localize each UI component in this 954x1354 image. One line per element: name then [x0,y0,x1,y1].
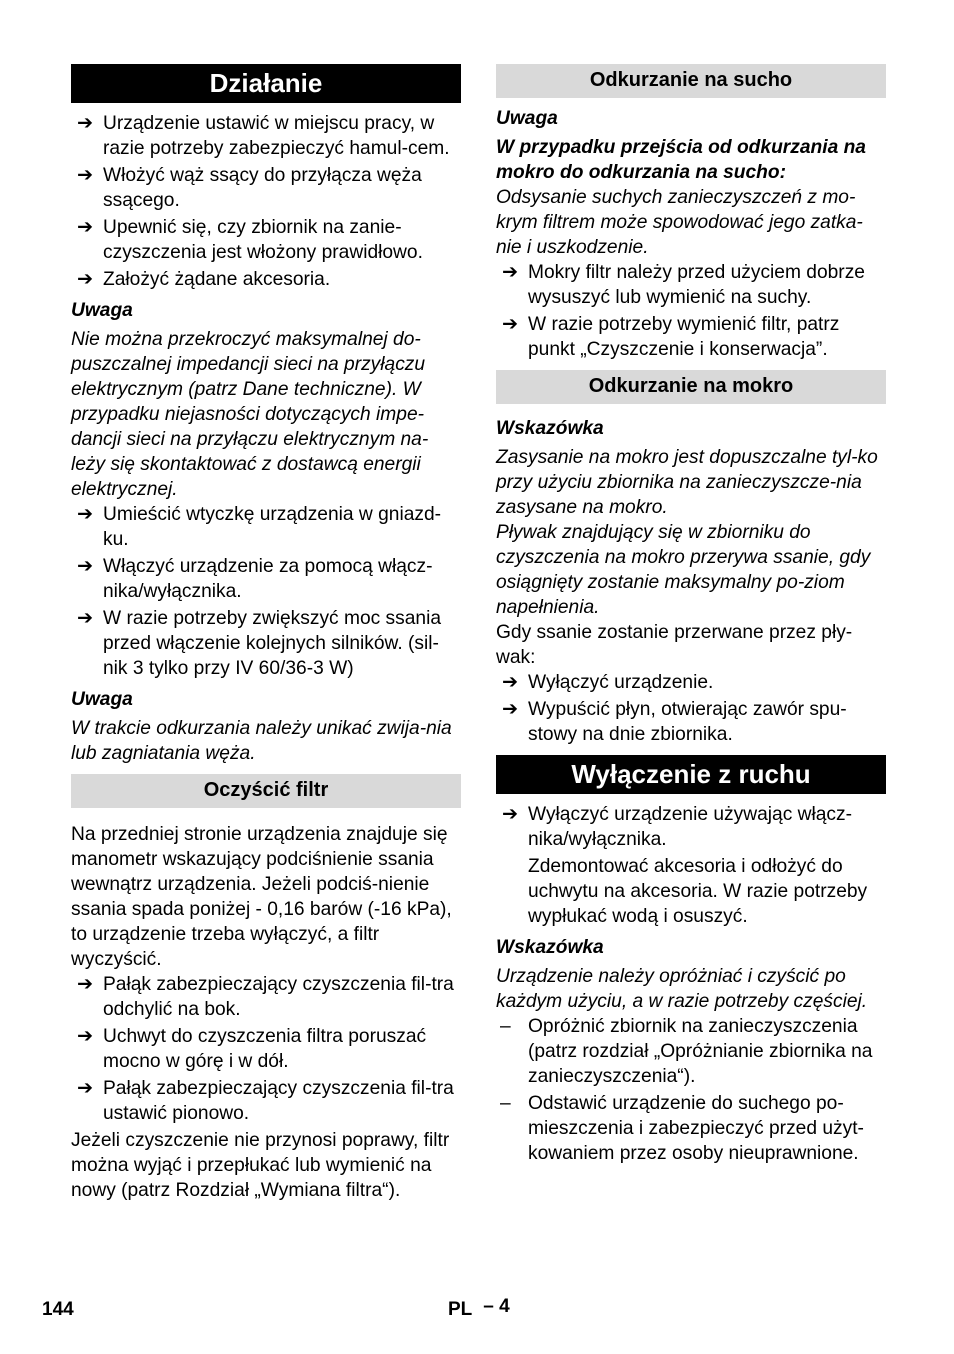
note-text: Pływak znajdujący się w zbiorniku do czyszczenia na mokro przerywa ssanie, gdy osiągnięty zostanie maksymalny po-ziom napełnienia. [496,522,871,618]
section-heading-sucho: Odkurzanie na sucho [496,64,886,98]
arrow-right-icon: ➔ [77,556,94,577]
body-text: Na przedniej stronie urządzenia znajduje się manometr wskazujący podciśnienie ssania wewnątrz urządzenia. Jeżeli podciś-nienie ssania spada poniżej - 0,16 barów (-16 kPa), to urządzenie trzeba wyłączyć, a filtr wyczyścić. [71,824,452,970]
body-text: Gdy ssanie zostanie przerwane przez pły-wak: [496,622,853,668]
arrow-right-icon: ➔ [502,699,519,720]
note-text: Urządzenie należy opróżniać i czyścić po każdym użyciu, a w razie potrzeby częściej. [496,966,868,1012]
note-text: Nie można przekroczyć maksymalnej do-puszczalnej impedancji sieci na przyłączu elektrycznym (patrz Dane techniczne). W przypadku niejasności dotyczących impe-dancji sieci na przyłączu elektrycznym na-leży się skontaktować z dostawcą energii elektrycznej. [71,329,429,500]
note-text: W trakcie odkurzania należy unikać zwija-nia lub zagniatania węża. [71,718,452,764]
list-item: ➔ Upewnić się, czy zbiornik na zanie-czyszczenia jest włożony prawidłowo. [77,217,423,263]
arrow-right-icon: ➔ [77,1078,94,1099]
dash-icon: – [500,1016,511,1037]
list-item: ➔ Założyć żądane akcesoria. [77,269,331,290]
footer-language [448,1297,510,1322]
right-column [496,64,886,1168]
arrow-right-icon: ➔ [77,165,94,186]
section-heading-filtr: Oczyścić filtr [71,774,461,808]
sub-page-number: 4 [499,1296,510,1317]
note-bold-text: W przypadku przejścia od odkurzania na mokro do odkurzania na sucho: [496,137,866,183]
arrow-right-icon: ➔ [77,1026,94,1047]
arrow-right-icon: ➔ [502,804,519,825]
body-text: Jeżeli czyszczenie nie przynosi poprawy, filtr można wyjąć i przepłukać lub wymienić na nowy (patrz Rozdział „Wymiana filtra“). [71,1130,450,1201]
arrow-right-icon: ➔ [77,608,94,629]
list-item: ➔ Umieścić wtyczkę urządzenia w gniazd-ku. [77,504,442,550]
left-column [71,64,461,1203]
note-text: Zasysanie na mokro jest dopuszczalne tyl-ko przy użyciu zbiornika na zanieczyszcze-nia zasysane na mokro. [496,447,878,518]
list-item: ➔ Włożyć wąż ssący do przyłącza węża ssącego. [77,165,422,211]
arrow-right-icon: ➔ [77,974,94,995]
note-label: Wskazówka [496,937,604,958]
arrow-right-icon: ➔ [77,269,94,290]
section-heading-mokro: Odkurzanie na mokro [496,370,886,404]
list-item: ➔ Wyłączyć urządzenie. [502,672,714,693]
note-label: Wskazówka [496,418,604,439]
list-item: ➔ Pałąk zabezpieczający czyszczenia fil-tra ustawić pionowo. [77,1078,454,1124]
indented-text: Zdemontować akcesoria i odłożyć do uchwytu na akcesoria. W razie potrzeby wypłukać wodą i osuszyć. [528,856,868,927]
note-label: Uwaga [496,108,558,129]
arrow-right-icon: ➔ [77,113,94,134]
dash-list-item: – Opróżnić zbiornik na zanieczyszczenia (patrz rozdział „Opróżnianie zbiornika na zanieczyszczenia“). [500,1016,873,1087]
note-label: Uwaga [71,689,133,710]
list-item: ➔ Włączyć urządzenie za pomocą włącz-nika/wyłącznika. [77,556,433,602]
arrow-right-icon: ➔ [502,672,519,693]
dash-icon: – [500,1093,511,1114]
section-heading-dzialanie: Działanie [71,64,461,103]
dash-list-item: – Odstawić urządzenie do suchego po-mieszczenia i zabezpieczyć przed użyt-kowaniem przez osoby nieuprawnione. [500,1093,864,1164]
page-number: 144 [42,1299,74,1320]
note-text: Odsysanie suchych zanieczyszczeń z mo-krym filtrem może spowodować jego zatka-nie i uszkodzenie. [496,187,863,258]
footer-separator: – [483,1296,494,1317]
note-label: Uwaga [71,300,133,321]
list-item: ➔ Wypuścić płyn, otwierając zawór spu-stowy na dnie zbiornika. [502,699,847,745]
arrow-right-icon: ➔ [502,262,519,283]
list-item: ➔ W razie potrzeby zwiększyć moc ssania przed włączenie kolejnych silników. (sil-nik 3 tylko przy IV 60/36-3 W) [77,608,442,679]
arrow-right-icon: ➔ [77,504,94,525]
list-item: ➔ Pałąk zabezpieczający czyszczenia fil-tra odchylić na bok. [77,974,454,1020]
list-item: ➔ W razie potrzeby wymienić filtr, patrz punkt „Czyszczenie i konserwacja”. [502,314,840,360]
arrow-right-icon: ➔ [502,314,519,335]
arrow-right-icon: ➔ [77,217,94,238]
list-item: ➔ Urządzenie ustawić w miejscu pracy, w razie potrzeby zabezpieczyć hamul-cem. [77,113,450,159]
language-code: PL [448,1299,472,1320]
list-item: ➔ Mokry filtr należy przed użyciem dobrze wysuszyć lub wymienić na suchy. [502,262,865,308]
list-item: ➔ Uchwyt do czyszczenia filtra poruszać mocno w górę i w dół. [77,1026,427,1072]
list-item: ➔ Wyłączyć urządzenie używając włącz-nika/wyłącznika. [502,804,852,850]
section-heading-wylaczenie: Wyłączenie z ruchu [496,755,886,794]
